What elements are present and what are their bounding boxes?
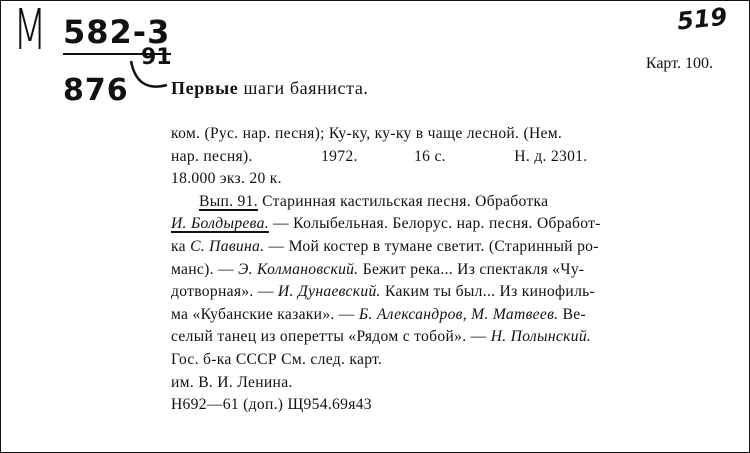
title-bold-word: Первые (171, 78, 239, 98)
line9-rest: Ве- (562, 305, 586, 323)
line8-rest: Каким ты был... Из кинофиль- (384, 283, 596, 301)
composer-name-1: Э. Колмановский. (238, 260, 359, 278)
line10-pre: селый танец из оперетты «Рядом с тобой». — (171, 328, 487, 346)
body-line-9 (171, 304, 713, 327)
order-number: Н692—61 (доп.) (171, 396, 284, 414)
composer-name-3: Б. Александров, (358, 305, 467, 323)
catalog-number: Н. д. 2301. (514, 147, 588, 165)
body-line-7 (171, 259, 713, 282)
book-title (171, 78, 369, 99)
body-line-4 (171, 191, 713, 214)
see-next-card: См. след. карт. (281, 350, 383, 368)
arranger-name-2: С. Павина. (190, 237, 265, 255)
call-number-bottom: 876 (63, 73, 129, 108)
composer-name-2: И. Дунаевский. (277, 283, 381, 301)
call-number-circled: 91 (141, 45, 172, 70)
line7-pre: манс). — (171, 260, 234, 278)
page-count: 16 с. (414, 147, 446, 165)
line8-pre: дотворная». — (171, 283, 274, 301)
body-line-12: им. В. И. Ленина. (171, 373, 293, 391)
line2-part-a: нар. песня). (171, 147, 253, 165)
title-rest: шаги баяниста. (243, 78, 369, 98)
arranger-name-1: И. Болдырева. (171, 215, 269, 233)
handwritten-card-number: 519 (675, 2, 729, 36)
issue-label: Вып. 91. (199, 192, 258, 210)
issue-rest: Старинная кастильская песня. Обработка (262, 192, 549, 210)
body-line-1: ком. (Рус. нар. песня); Ку-ку, ку-ку в чаще лесной. (Нем. (171, 125, 563, 142)
line9-pre: ма «Кубанские казаки». — (171, 305, 355, 323)
line6-pre: ка (171, 237, 186, 255)
call-number-top: 582-3 (63, 13, 171, 51)
line5-rest: — Колыбельная. Белорус. нар. песня. Обработ- (273, 215, 601, 233)
lyricist-name: М. Матвеев. (471, 305, 559, 323)
body-line-5 (171, 213, 713, 236)
body-line-2 (171, 146, 713, 169)
library-name: Гос. б-ка СССР (171, 350, 277, 368)
body-line-8 (171, 281, 713, 304)
classification-code: Щ954.69я43 (287, 396, 372, 414)
body-line-10 (171, 326, 713, 349)
card-body (171, 123, 713, 417)
circle-mark-icon (127, 55, 173, 95)
body-line-3: 18.000 экз. 20 к. (171, 170, 282, 188)
line6-rest: — Мой костер в тумане светит. (Старинный ро- (268, 237, 599, 255)
body-line-13 (171, 394, 713, 417)
body-line-6 (171, 236, 713, 259)
body-line-11 (171, 349, 713, 372)
publication-year: 1972. (321, 147, 358, 165)
card-label: Карт. 100. (645, 55, 713, 72)
call-number-letter: М (13, 0, 47, 63)
line7-rest: Бежит река... Из спектакля «Чу- (362, 260, 585, 278)
composer-name-4: Н. Полынский. (490, 328, 592, 346)
